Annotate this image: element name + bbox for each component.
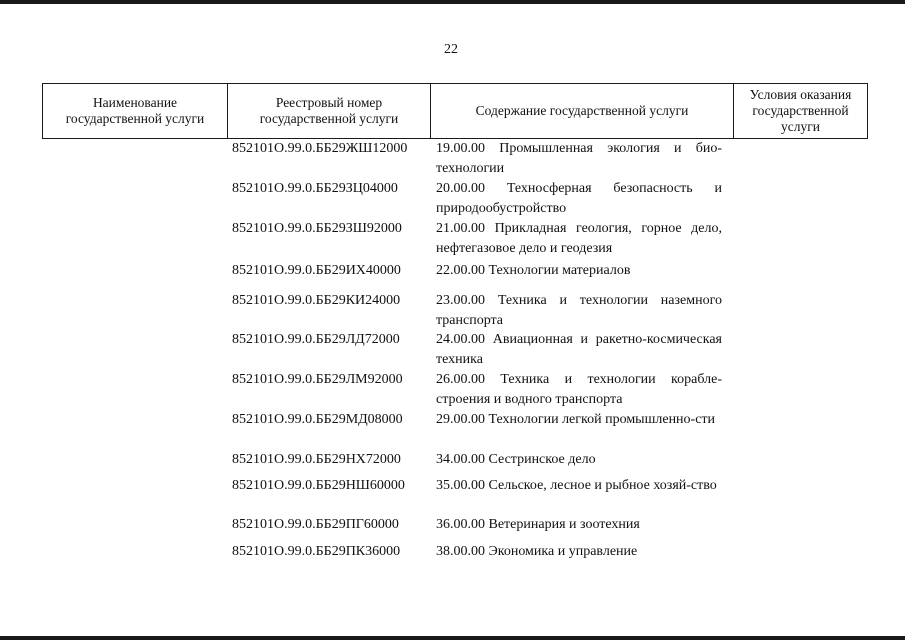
service-content: 34.00.00 Сестринское дело bbox=[436, 452, 596, 467]
service-content: 21.00.00 Прикладная геология, горное дело, нефтегазовое дело и геодезия bbox=[436, 221, 722, 256]
header-service-conditions: Условия оказания государственной услуги bbox=[749, 87, 852, 134]
registry-code: 852101О.99.0.ББ29ЗЦ04000 bbox=[232, 181, 398, 196]
registry-code: 852101О.99.0.ББ29ЛД72000 bbox=[232, 332, 400, 347]
service-content: 22.00.00 Технологии материалов bbox=[436, 263, 631, 278]
registry-code: 852101О.99.0.ББ29ИХ40000 bbox=[232, 263, 401, 278]
registry-code: 852101О.99.0.ББ29ПК36000 bbox=[232, 544, 401, 559]
registry-code: 852101О.99.0.ББ29ПГ60000 bbox=[232, 517, 399, 532]
registry-code: 852101О.99.0.ББ29ЛМ92000 bbox=[232, 372, 403, 387]
service-content: 26.00.00 Техника и технологии корабле-строения и водного транспорта bbox=[436, 372, 722, 407]
service-content: 36.00.00 Ветеринария и зоотехния bbox=[436, 517, 640, 532]
registry-code: 852101О.99.0.ББ29ЗШ92000 bbox=[232, 221, 402, 236]
registry-code: 852101О.99.0.ББ29НШ60000 bbox=[232, 478, 405, 493]
service-content: 24.00.00 Авиационная и ракетно-космическая техника bbox=[436, 332, 722, 367]
service-content: 29.00.00 Технологии легкой промышленно-сти bbox=[436, 412, 716, 427]
page-bottom-border bbox=[0, 636, 905, 640]
registry-code: 852101О.99.0.ББ29ЖШ12000 bbox=[232, 141, 408, 156]
header-service-content: Содержание государственной услуги bbox=[431, 84, 734, 138]
service-content: 35.00.00 Сельское, лесное и рыбное хозяй-ство bbox=[436, 478, 717, 493]
service-content: 20.00.00 Техносферная безопасность и природообустройство bbox=[436, 181, 722, 216]
header-service-name: Наименование государственной услуги bbox=[43, 84, 228, 138]
registry-code: 852101О.99.0.ББ29КИ24000 bbox=[232, 293, 401, 308]
registry-code: 852101О.99.0.ББ29НХ72000 bbox=[232, 452, 401, 467]
header-registry-number: Реестровый номер государственной услуги bbox=[228, 84, 431, 138]
service-content: 23.00.00 Техника и технологии наземного транспорта bbox=[436, 293, 722, 328]
service-content: 38.00.00 Экономика и управление bbox=[436, 544, 638, 559]
service-content: 19.00.00 Промышленная экология и био-технологии bbox=[436, 141, 722, 176]
page-number: 22 bbox=[444, 42, 458, 57]
registry-code: 852101О.99.0.ББ29МД08000 bbox=[232, 412, 403, 427]
